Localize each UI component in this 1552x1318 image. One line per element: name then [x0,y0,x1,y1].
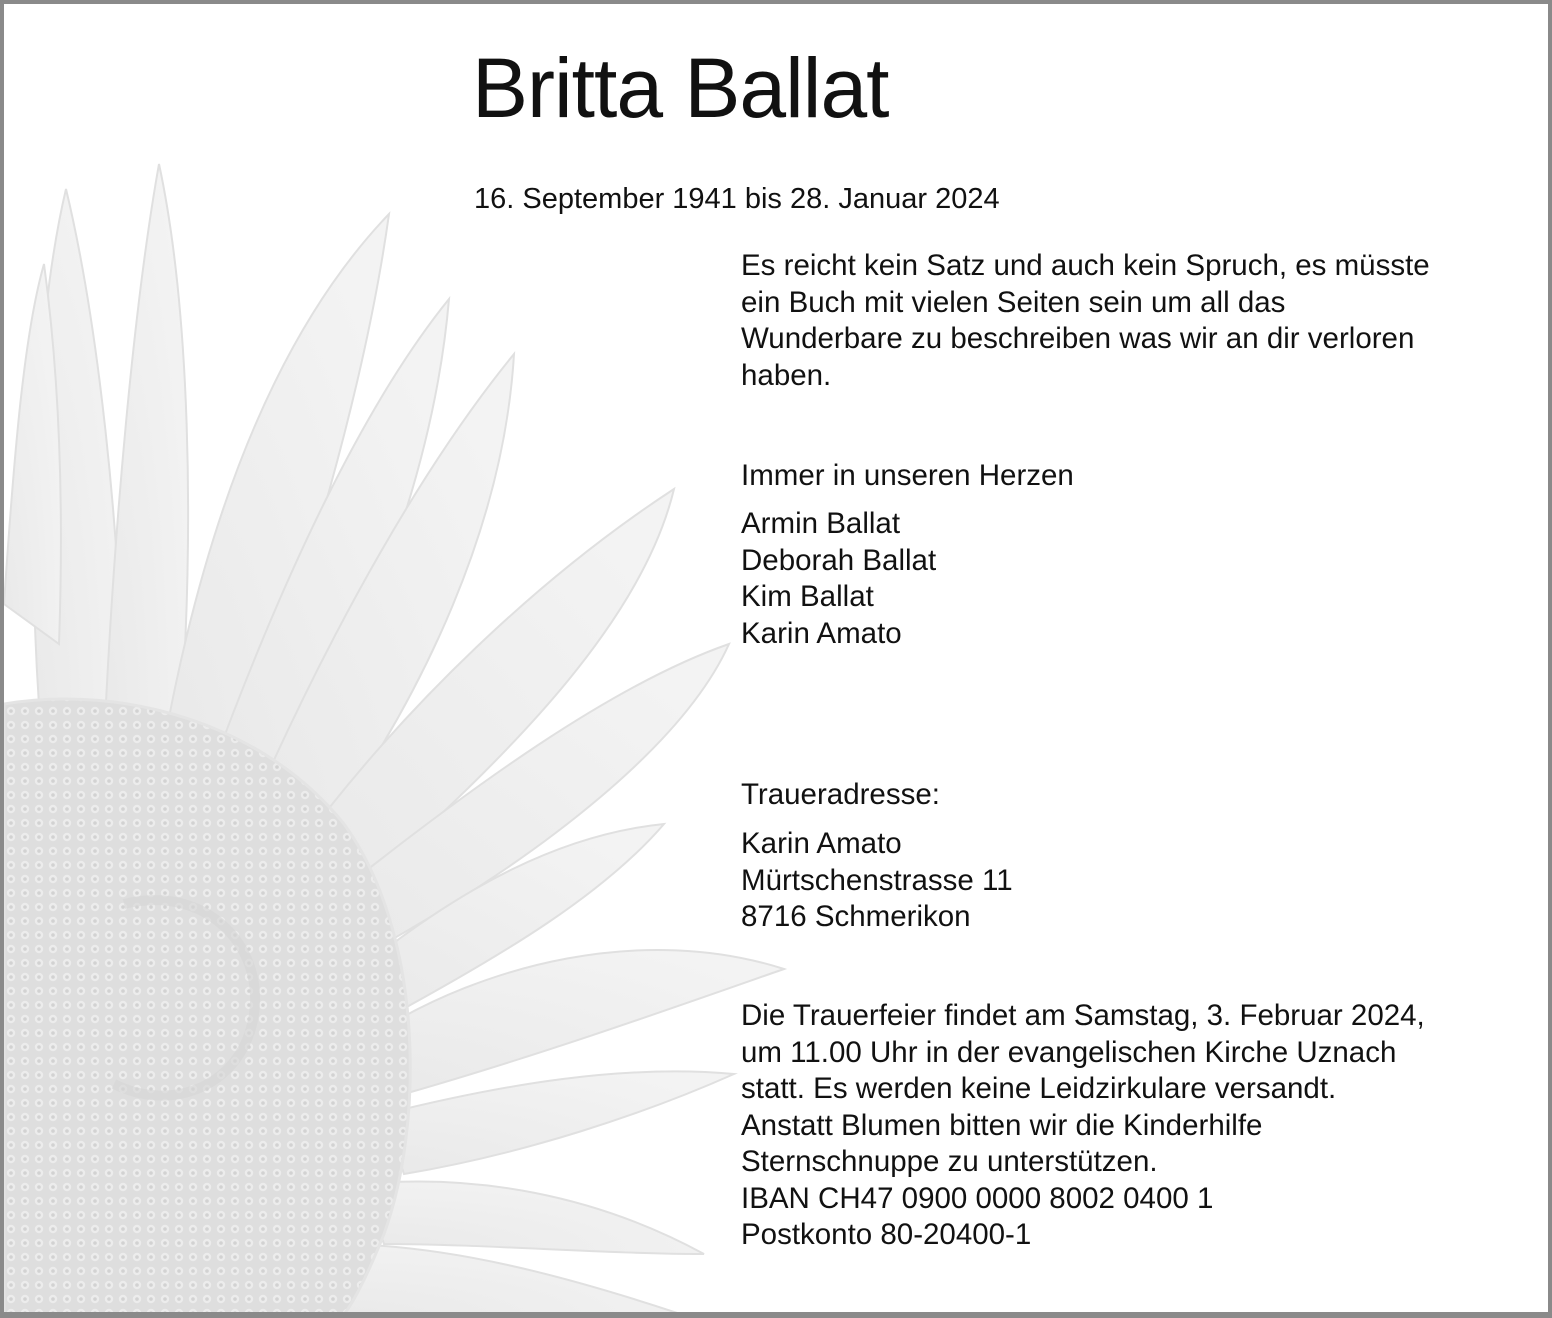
life-dates: 16. September 1941 bis 28. Januar 2024 [474,183,1000,215]
address-label: Traueradresse: [741,778,940,811]
heart-line: Immer in unseren Herzen [741,459,1074,492]
memorial-quote: Es reicht kein Satz und auch kein Spruch, es müsste ein Buch mit vielen Seiten sein um all das Wunderbare zu beschreiben was wir an dir verloren haben. [741,249,1430,392]
mourning-address: Karin Amato Mürtschenstrasse 11 8716 Schmerikon [741,827,1013,933]
family-names: Armin Ballat Deborah Ballat Kim Ballat Karin Amato [741,507,937,650]
deceased-name: Britta Ballat [472,41,889,135]
funeral-service-info: Die Trauerfeier findet am Samstag, 3. Februar 2024, um 11.00 Uhr in der evangelischen Kirche Uznach statt. Es werden keine Leidzirkulare versandt. Anstatt Blumen bitten wir die Kinderhilfe Sternschnuppe zu unterstützen. IBAN CH47 0900 0000 8002 0400 1 Postkonto 80-20400-1 [741,999,1425,1251]
